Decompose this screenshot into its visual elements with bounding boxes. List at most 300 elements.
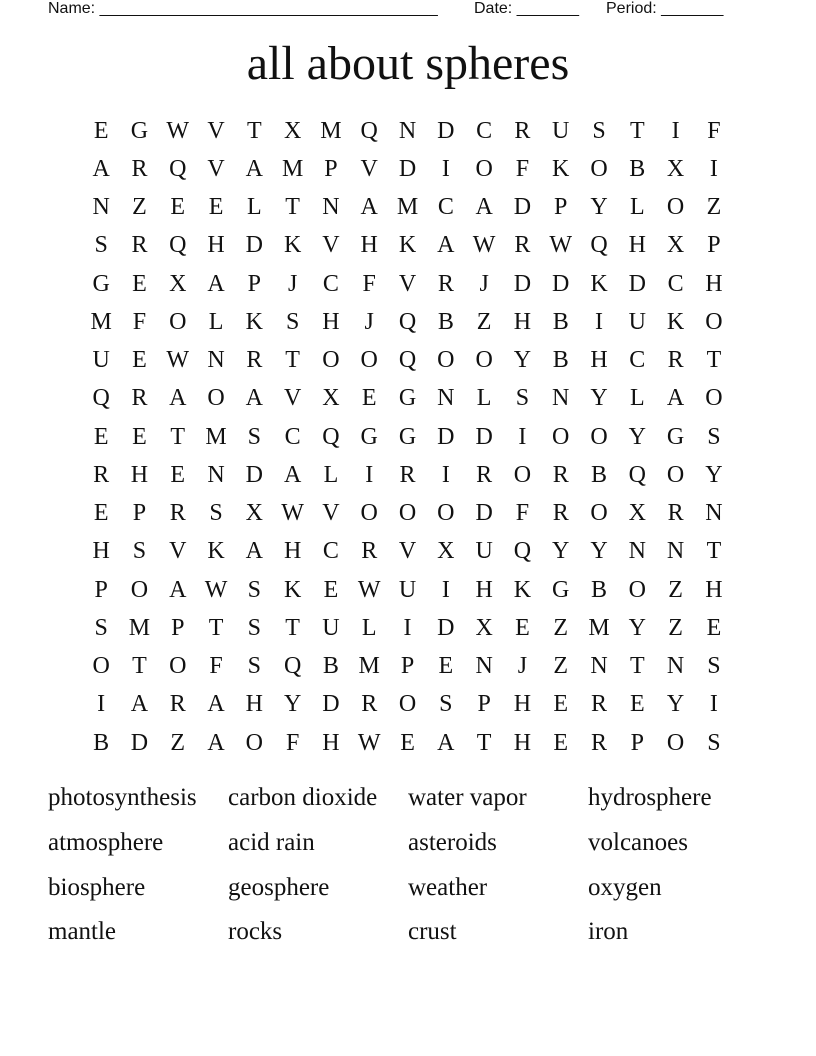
- grid-letter: S: [247, 423, 262, 450]
- grid-letter: Y: [552, 538, 570, 565]
- grid-letter: K: [666, 308, 685, 335]
- grid-letter: O: [322, 347, 340, 374]
- grid-letter: O: [169, 653, 187, 680]
- grid-letter: Z: [476, 308, 492, 335]
- grid-letter: G: [552, 576, 570, 603]
- grid-letter: X: [437, 538, 455, 565]
- word-list-item: carbon dioxide: [228, 784, 378, 812]
- grid-letter: A: [245, 155, 263, 182]
- grid-letter: H: [207, 232, 225, 259]
- grid-letter: R: [514, 117, 531, 144]
- grid-letter: S: [439, 691, 453, 718]
- grid-letter: O: [666, 194, 685, 221]
- grid-letter: E: [132, 270, 147, 297]
- grid-letter: G: [398, 385, 417, 412]
- word-list-item: crust: [408, 918, 457, 946]
- grid-letter: E: [132, 423, 147, 450]
- grid-letter: T: [629, 653, 645, 680]
- grid-letter: Y: [590, 538, 608, 565]
- word-list-item: atmosphere: [48, 829, 164, 857]
- grid-letter: R: [93, 461, 110, 488]
- grid-letter: I: [403, 614, 412, 641]
- grid-letter: X: [666, 232, 685, 259]
- grid-letter: H: [590, 347, 608, 374]
- grid-letter: F: [515, 155, 530, 182]
- grid-letter: D: [437, 423, 455, 450]
- grid-letter: E: [132, 347, 147, 374]
- grid-letter: V: [360, 155, 378, 182]
- word-search-grid: [82, 112, 733, 762]
- grid-letter: Z: [553, 653, 569, 680]
- grid-letter: P: [554, 194, 568, 221]
- grid-letter: E: [170, 194, 186, 221]
- grid-letter: E: [400, 729, 415, 756]
- grid-letter: H: [705, 270, 723, 297]
- grid-letter: M: [320, 117, 342, 144]
- grid-letter: F: [285, 729, 300, 756]
- grid-letter: X: [322, 385, 340, 412]
- grid-letter: W: [204, 576, 228, 603]
- grid-letter: L: [361, 614, 377, 641]
- grid-letter: Y: [590, 385, 608, 412]
- grid-letter: N: [207, 347, 225, 374]
- grid-letter: U: [92, 347, 110, 374]
- grid-letter: C: [284, 423, 301, 450]
- word-list-item: weather: [408, 873, 488, 901]
- grid-letter: P: [400, 653, 415, 680]
- grid-letter: N: [92, 194, 110, 221]
- grid-letter: H: [92, 538, 110, 565]
- grid-letter: E: [438, 653, 454, 680]
- grid-letter: K: [245, 308, 263, 335]
- grid-letter: W: [166, 347, 190, 374]
- grid-letter: O: [169, 308, 187, 335]
- grid-letter: H: [513, 308, 532, 335]
- grid-letter: F: [707, 117, 721, 144]
- grid-letter: D: [322, 691, 340, 718]
- grid-letter: O: [705, 308, 723, 335]
- grid-letter: H: [130, 461, 149, 488]
- grid-letter: I: [441, 155, 450, 182]
- grid-letter: Y: [590, 194, 608, 221]
- grid-letter: Q: [590, 232, 608, 259]
- grid-letter: D: [130, 729, 149, 756]
- grid-letter: O: [207, 385, 225, 412]
- grid-letter: X: [169, 270, 187, 297]
- grid-letter: R: [437, 270, 454, 297]
- grid-letter: Y: [705, 461, 723, 488]
- grid-letter: Q: [283, 653, 302, 680]
- grid-letter: O: [437, 347, 455, 374]
- grid-letter: A: [245, 385, 263, 412]
- grid-letter: Q: [398, 347, 417, 374]
- grid-letter: F: [515, 500, 530, 527]
- grid-letter: I: [365, 461, 374, 488]
- grid-letter: H: [322, 729, 340, 756]
- grid-letter: T: [706, 538, 722, 565]
- grid-letter: B: [591, 461, 608, 488]
- grid-letter: O: [475, 155, 493, 182]
- grid-letter: A: [666, 385, 685, 412]
- grid-letter: T: [285, 347, 300, 374]
- grid-letter: A: [245, 538, 263, 565]
- grid-letter: X: [245, 500, 263, 527]
- grid-letter: W: [166, 117, 190, 144]
- grid-letter: A: [360, 194, 378, 221]
- grid-letter: C: [667, 270, 684, 297]
- grid-letter: I: [518, 423, 527, 450]
- grid-letter: O: [437, 500, 455, 527]
- grid-letter: Z: [668, 576, 683, 603]
- grid-letter: C: [476, 117, 493, 144]
- grid-letter: P: [247, 270, 262, 297]
- grid-letter: C: [629, 347, 646, 374]
- grid-letter: O: [628, 576, 646, 603]
- grid-letter: I: [97, 691, 106, 718]
- grid-letter: C: [322, 270, 339, 297]
- grid-letter: Z: [553, 614, 569, 641]
- grid-letter: X: [475, 614, 493, 641]
- grid-letter: S: [707, 653, 721, 680]
- grid-letter: L: [476, 385, 492, 412]
- grid-letter: N: [552, 385, 570, 412]
- grid-letter: H: [628, 232, 646, 259]
- grid-letter: V: [207, 117, 225, 144]
- grid-letter: M: [128, 614, 151, 641]
- grid-letter: D: [437, 117, 455, 144]
- grid-letter: A: [437, 729, 455, 756]
- grid-letter: V: [283, 385, 302, 412]
- grid-letter: N: [437, 385, 455, 412]
- grid-letter: N: [666, 653, 685, 680]
- grid-letter: T: [132, 653, 147, 680]
- grid-letter: H: [360, 232, 378, 259]
- grid-letter: Y: [628, 614, 646, 641]
- grid-letter: R: [476, 461, 493, 488]
- grid-letter: E: [93, 117, 109, 144]
- grid-letter: D: [437, 614, 455, 641]
- grid-letter: S: [209, 500, 223, 527]
- grid-letter: Y: [513, 347, 532, 374]
- grid-letter: L: [208, 308, 224, 335]
- grid-letter: E: [93, 423, 109, 450]
- word-list-item: biosphere: [48, 873, 146, 901]
- word-list-item: water vapor: [408, 784, 527, 812]
- grid-letter: E: [553, 691, 569, 718]
- grid-letter: G: [130, 117, 149, 144]
- grid-letter: P: [324, 155, 338, 182]
- grid-letter: N: [475, 653, 493, 680]
- grid-letter: S: [94, 614, 108, 641]
- grid-letter: K: [283, 232, 302, 259]
- grid-letter: D: [245, 232, 263, 259]
- grid-letter: K: [207, 538, 225, 565]
- grid-letter: O: [360, 500, 378, 527]
- grid-letter: R: [131, 232, 148, 259]
- grid-letter: S: [285, 308, 300, 335]
- grid-letter: M: [90, 308, 112, 335]
- grid-letter: E: [629, 691, 645, 718]
- grid-letter: O: [130, 576, 149, 603]
- grid-letter: R: [131, 385, 148, 412]
- grid-letter: A: [283, 461, 302, 488]
- grid-letter: E: [515, 614, 530, 641]
- grid-letter: I: [441, 461, 450, 488]
- grid-letter: A: [437, 232, 455, 259]
- period-field: Period: _______: [606, 0, 724, 17]
- grid-letter: F: [132, 308, 147, 335]
- grid-letter: A: [475, 194, 493, 221]
- word-list-item: acid rain: [228, 829, 315, 857]
- grid-letter: N: [590, 653, 608, 680]
- grid-letter: B: [552, 347, 569, 374]
- grid-letter: O: [590, 155, 608, 182]
- word-list-item: geosphere: [228, 873, 330, 901]
- grid-letter: Y: [666, 691, 685, 718]
- grid-letter: S: [592, 117, 606, 144]
- grid-letter: T: [706, 347, 722, 374]
- grid-letter: S: [132, 538, 147, 565]
- word-list-item: oxygen: [588, 873, 662, 901]
- grid-letter: W: [357, 729, 381, 756]
- grid-letter: W: [357, 576, 381, 603]
- grid-letter: J: [287, 270, 298, 297]
- grid-letter: W: [472, 232, 496, 259]
- grid-letter: Q: [628, 461, 646, 488]
- grid-letter: S: [247, 614, 262, 641]
- grid-letter: I: [671, 117, 680, 144]
- grid-letter: W: [281, 500, 304, 527]
- grid-letter: D: [245, 461, 263, 488]
- grid-letter: S: [515, 385, 530, 412]
- grid-letter: T: [247, 117, 262, 144]
- grid-letter: O: [92, 653, 110, 680]
- grid-letter: X: [666, 155, 685, 182]
- grid-letter: O: [245, 729, 263, 756]
- grid-letter: K: [513, 576, 532, 603]
- word-list-item: mantle: [48, 918, 117, 946]
- grid-letter: H: [283, 538, 302, 565]
- grid-letter: B: [552, 308, 569, 335]
- grid-letter: X: [628, 500, 646, 527]
- grid-letter: H: [475, 576, 493, 603]
- grid-letter: H: [513, 729, 532, 756]
- grid-letter: G: [360, 423, 378, 450]
- grid-letter: A: [169, 385, 187, 412]
- grid-letter: B: [437, 308, 454, 335]
- grid-letter: T: [170, 423, 186, 450]
- grid-letter: A: [92, 155, 110, 182]
- grid-letter: U: [552, 117, 570, 144]
- grid-letter: L: [629, 194, 645, 221]
- grid-letter: J: [479, 270, 489, 297]
- grid-letter: O: [590, 500, 608, 527]
- grid-letter: V: [322, 232, 340, 259]
- word-list-item: asteroids: [408, 829, 497, 857]
- grid-letter: W: [549, 232, 573, 259]
- grid-letter: X: [283, 117, 302, 144]
- name-field: Name: ______________________________________: [48, 0, 438, 17]
- grid-letter: A: [169, 576, 187, 603]
- grid-letter: R: [591, 729, 608, 756]
- grid-letter: R: [361, 538, 378, 565]
- grid-letter: O: [705, 385, 723, 412]
- grid-letter: D: [552, 270, 570, 297]
- grid-letter: D: [513, 194, 532, 221]
- grid-letter: T: [629, 117, 645, 144]
- grid-letter: O: [552, 423, 570, 450]
- grid-letter: R: [552, 500, 569, 527]
- grid-letter: T: [285, 614, 300, 641]
- grid-letter: E: [93, 500, 109, 527]
- word-list-item: volcanoes: [588, 829, 688, 857]
- grid-letter: O: [666, 729, 685, 756]
- grid-letter: K: [398, 232, 417, 259]
- grid-letter: M: [588, 614, 610, 641]
- grid-letter: P: [630, 729, 644, 756]
- grid-letter: L: [629, 385, 645, 412]
- grid-letter: E: [361, 385, 377, 412]
- grid-letter: O: [360, 347, 378, 374]
- grid-letter: F: [362, 270, 376, 297]
- grid-letter: P: [94, 576, 108, 603]
- grid-letter: E: [323, 576, 339, 603]
- grid-letter: R: [667, 347, 684, 374]
- grid-letter: I: [709, 691, 718, 718]
- grid-letter: O: [398, 691, 417, 718]
- grid-letter: R: [552, 461, 569, 488]
- grid-letter: T: [476, 729, 492, 756]
- grid-letter: D: [475, 423, 493, 450]
- grid-letter: V: [207, 155, 225, 182]
- grid-letter: V: [169, 538, 187, 565]
- word-list: [48, 776, 768, 955]
- word-list-item: iron: [588, 918, 629, 946]
- grid-letter: U: [628, 308, 646, 335]
- grid-letter: M: [205, 423, 227, 450]
- grid-letter: R: [667, 500, 684, 527]
- grid-letter: O: [398, 500, 417, 527]
- grid-letter: S: [707, 729, 721, 756]
- grid-letter: G: [92, 270, 110, 297]
- grid-letter: Q: [513, 538, 532, 565]
- grid-letter: Q: [398, 308, 417, 335]
- grid-letter: O: [475, 347, 493, 374]
- grid-letter: F: [209, 653, 223, 680]
- grid-letter: M: [396, 194, 419, 221]
- grid-letter: V: [398, 270, 417, 297]
- grid-letter: S: [247, 576, 262, 603]
- grid-letter: Q: [169, 232, 187, 259]
- grid-letter: B: [591, 576, 608, 603]
- word-list-item: photosynthesis: [48, 784, 197, 812]
- grid-letter: N: [628, 538, 646, 565]
- grid-letter: H: [705, 576, 723, 603]
- grid-letter: H: [245, 691, 263, 718]
- grid-letter: B: [629, 155, 646, 182]
- grid-letter: H: [513, 691, 532, 718]
- grid-letter: A: [207, 270, 225, 297]
- grid-letter: Y: [628, 423, 646, 450]
- grid-letter: C: [322, 538, 339, 565]
- grid-letter: E: [706, 614, 722, 641]
- grid-letter: A: [207, 691, 225, 718]
- grid-letter: V: [322, 500, 340, 527]
- grid-letter: Q: [169, 155, 187, 182]
- grid-letter: R: [169, 691, 186, 718]
- grid-letter: R: [169, 500, 186, 527]
- grid-letter: R: [361, 691, 378, 718]
- word-list-item: hydrosphere: [588, 784, 712, 812]
- grid-letter: H: [322, 308, 340, 335]
- grid-letter: D: [628, 270, 646, 297]
- grid-letter: D: [475, 500, 493, 527]
- grid-letter: K: [552, 155, 570, 182]
- grid-letter: N: [322, 194, 340, 221]
- grid-letter: A: [130, 691, 149, 718]
- grid-letter: M: [281, 155, 304, 182]
- grid-letter: Q: [322, 423, 340, 450]
- date-field: Date: _______: [474, 0, 579, 17]
- grid-letter: I: [595, 308, 603, 335]
- grid-letter: S: [94, 232, 108, 259]
- grid-letter: V: [398, 538, 417, 565]
- grid-letter: P: [477, 691, 491, 718]
- grid-letter: J: [364, 308, 374, 335]
- grid-letter: S: [707, 423, 721, 450]
- grid-letter: L: [323, 461, 339, 488]
- page-title: all about spheres: [246, 37, 570, 90]
- grid-letter: L: [247, 194, 262, 221]
- worksheet-header: [0, 0, 816, 20]
- grid-letter: Z: [132, 194, 147, 221]
- grid-letter: Q: [360, 117, 378, 144]
- grid-letter: P: [132, 500, 147, 527]
- grid-letter: T: [208, 614, 224, 641]
- grid-letter: B: [93, 729, 110, 756]
- grid-letter: K: [283, 576, 302, 603]
- grid-letter: Y: [283, 691, 302, 718]
- grid-letter: G: [666, 423, 685, 450]
- grid-letter: R: [246, 347, 263, 374]
- grid-letter: Q: [92, 385, 110, 412]
- grid-letter: S: [247, 653, 262, 680]
- grid-letter: I: [709, 155, 718, 182]
- grid-letter: R: [514, 232, 531, 259]
- grid-letter: O: [590, 423, 608, 450]
- grid-letter: U: [398, 576, 417, 603]
- grid-letter: D: [513, 270, 532, 297]
- word-list-item: rocks: [228, 918, 283, 946]
- grid-letter: U: [475, 538, 493, 565]
- grid-letter: U: [322, 614, 340, 641]
- grid-letter: B: [322, 653, 339, 680]
- grid-letter: O: [513, 461, 532, 488]
- grid-letter: N: [398, 117, 417, 144]
- grid-letter: E: [553, 729, 569, 756]
- grid-letter: R: [591, 691, 608, 718]
- grid-letter: R: [399, 461, 416, 488]
- grid-letter: I: [441, 576, 450, 603]
- grid-letter: Z: [668, 614, 683, 641]
- grid-letter: A: [207, 729, 225, 756]
- grid-letter: Z: [170, 729, 186, 756]
- grid-letter: O: [666, 461, 685, 488]
- grid-letter: J: [517, 653, 528, 680]
- grid-letter: N: [666, 538, 685, 565]
- grid-letter: R: [131, 155, 148, 182]
- grid-letter: E: [170, 461, 186, 488]
